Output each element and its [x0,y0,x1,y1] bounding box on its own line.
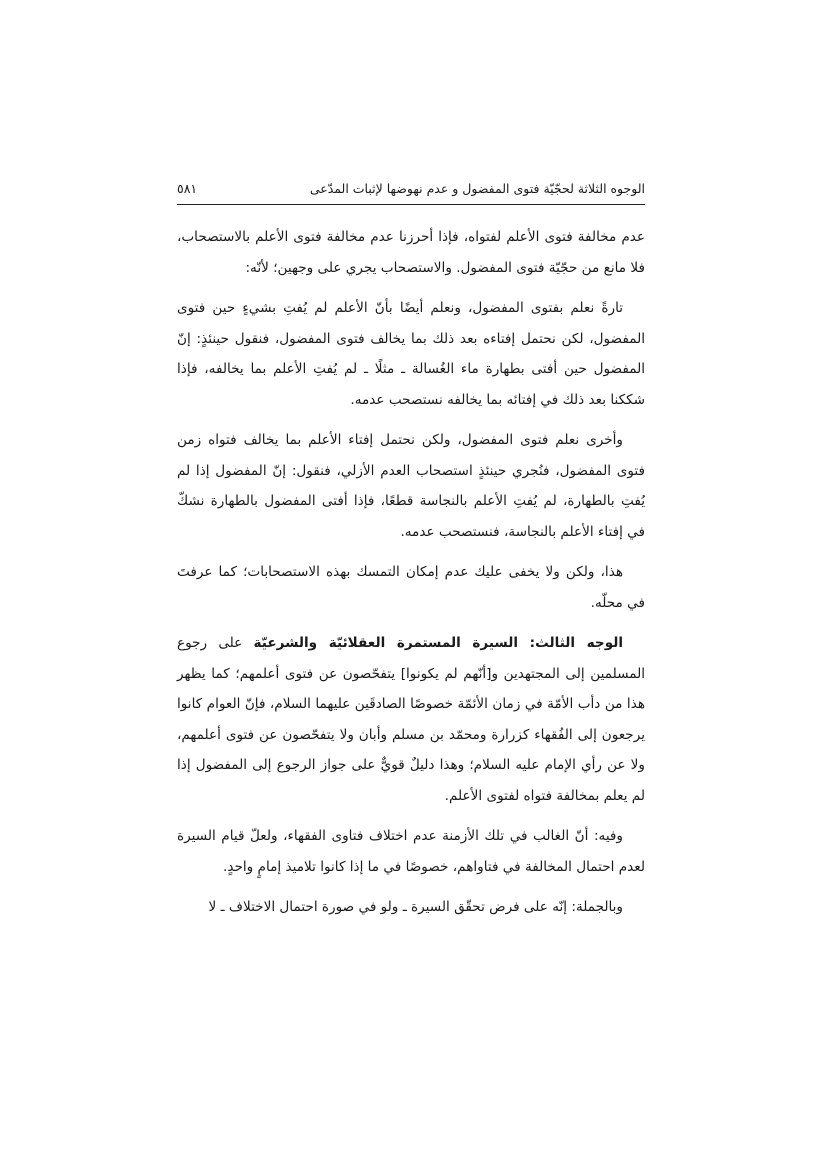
paragraph-objection: وفيه: أنّ الغالب في تلك الأزمنة عدم اختلاف فتاوى الفقهاء، ولعلّ قيام السيرة لعدم احتمال المخالفة في فتاواهم، خصوصًا في ما إذا كانوا تلاميذ إمامٍ واحدٍ. [177,828,645,875]
page-number: ٥٨١ [177,181,198,196]
third-proof-heading: الوجه الثالث: السيرة المستمرة العقلائيّة والشرعيّة [253,635,624,651]
paragraph-second-aspect: وأخرى نعلم فتوى المفضول، ولكن نحتمل إفتاء الأعلم بما يخالف فتواه زمن فتوى المفضول، فنُجري حينئذٍ استصحاب العدم الأزلي، فنقول: إنّ المفضول إذا لم يُفتِ بالطهارة، لم يُفتِ الأعلم بالنجاسة قطعًا، فإذا أفتى المفضول بالطهارة نشكّ في إفتاء الأعلم بالنجاسة، فنستصحب عدمه. [177,432,645,540]
paragraph-continued: عدم مخالفة فتوى الأعلم لفتواه، فإذا أحرزنا عدم مخالفة فتوى الأعلم بالاستصحاب، فلا مانع من حجّيّة فتوى المفضول. والاستصحاب يجري على وجهين؛ لأنّه: [177,229,645,276]
paragraph-third-proof [177,628,645,811]
running-header [177,177,645,201]
paragraph-first-aspect: تارةً نعلم بفتوى المفضول، ونعلم أيضًا بأنّ الأعلم لم يُفتِ بشيءٍ حين فتوى المفضول، لكن نحتمل إفتاءه بعد ذلك بما يخالف فتوى المفضول، فنقول حينئذٍ: إنّ المفضول حين أفتى بطهارة ماء الغُسالة ـ مثلًا ـ لم يُفتِ الأعلم بما يخالفه، فإذا شككنا بعد ذلك في إفتائه بما يخالفه نستصحب عدمه. [177,300,645,408]
body-text [177,222,645,933]
third-proof-body: على رجوع المسلمين إلى المجتهدين و[أنّهم لم يكونوا] يتفحّصون عن فتوى أعلمهم؛ كما يظهر هذا من دأب الأمّة في زمان الأئمّة خصوصًا الصادقَين عليهما السلام، فإنّ العوام كانوا يرجعون إلى الفُقهاء كزرارة ومحمّد بن مسلم وأبان ولا يتفحّصون عن فتوى أعلمهم، ولا عن رأي الإمام عليه السلام؛ وهذا دليلٌ قويٌّ على جواز الرجوع إلى المفضول إذا لم يعلم بمخالفة فتواه لفتوى الأعلم. [177,635,645,804]
header-rule [177,204,645,205]
paragraph-summary: وبالجملة: إنّه على فرض تحقّق السيرة ـ ولو في صورة احتمال الاختلاف ـ لا [208,899,623,915]
paragraph-rebuttal: هذا، ولكن ولا يخفى عليك عدم إمكان التمسك بهذه الاستصحابات؛ كما عرفتَ في محلّه. [177,564,645,611]
running-title: الوجوه الثلاثة لحجّيّة فتوى المفضول و عدم نهوضها لإثبات المدّعى [309,181,645,196]
